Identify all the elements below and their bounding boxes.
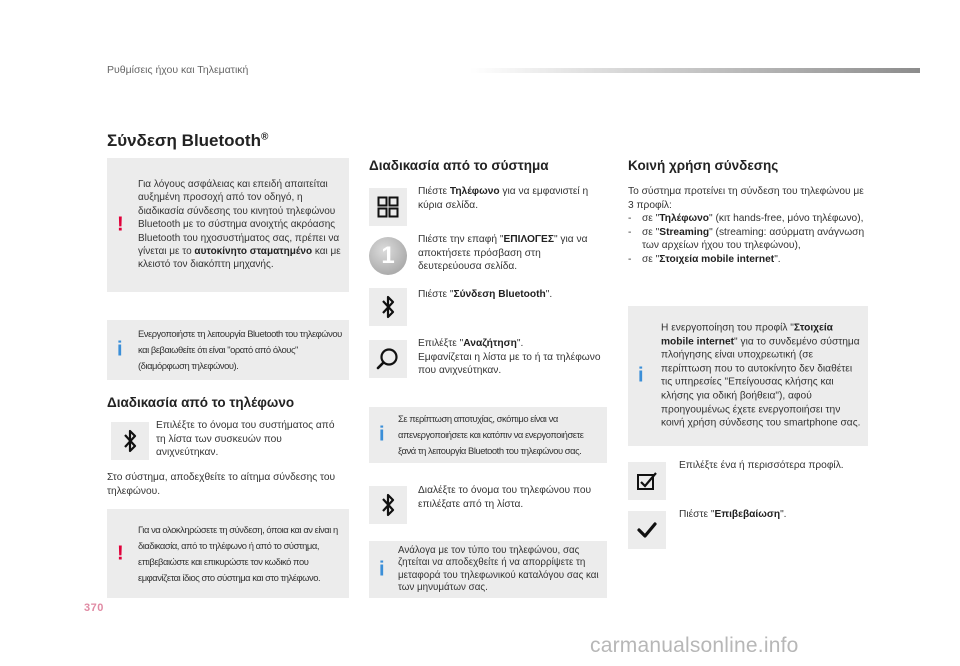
info-icon: i xyxy=(117,338,123,361)
connection-sharing-heading: Κοινή χρήση σύνδεσης xyxy=(628,158,779,173)
info-note-phonebook: i Ανάλογα με τον τύπο του τηλεφώνου, σας ζητείται να αποδεχθείτε ή να απορρίψετε τη μεταφορά του τηλεφωνικού καταλόγου σας και των μηνυμάτων σας. xyxy=(369,541,607,598)
header-rule xyxy=(470,68,920,73)
info-note-mobile-internet: i Η ενεργοποίηση του προφίλ "Στοιχεία mobile internet" για το συνδεμένο σύστημα πλοήγησης είναι υποχρεωτική (σε περίπτωση που το αυτοκίνητο δεν διαθέτει τις υπηρεσίες "Επείγουσας κλήσης και κλήσης για οδική βοήθεια"), αφού προηγουμένως έχετε ενεργοποιήσει την κοινή χρήση σύνδεσης του smartphone σας. xyxy=(628,306,868,446)
page-number: 370 xyxy=(84,602,104,614)
system-procedure-heading: Διαδικασία από το σύστημα xyxy=(369,158,549,173)
warning-note-code: ! Για να ολοκληρώσετε τη σύνδεση, όποια και αν είναι η διαδικασία, από το τηλέφωνο ή από το σύστημα, επιβεβαιώστε και επικυρώστε τον κωδικό που εμφανίζεται ίδιος στο σύστημα και στο τηλέφωνο. xyxy=(107,509,349,598)
system-step-phone: Πιέστε Τηλέφωνο για να εμφανιστεί η κύρια σελίδα. xyxy=(418,186,589,211)
list-item: - σε "Τηλέφωνο" (κιτ hands-free, μόνο τηλέφωνο), xyxy=(628,213,864,224)
checkbox-pencil-icon xyxy=(628,462,666,500)
info-icon: i xyxy=(638,364,644,387)
warning-note-safety: ! Για λόγους ασφάλειας και επειδή απαιτείται αυξημένη προσοχή από τον οδηγό, η διαδικασία σύνδεσης του κινητού τηλεφώνου Bluetooth με το σύστημα ανοιχτής ακρόασης Bluetooth του ηχοσυστήματος σας, πρέπει να γίνεται με το αυτοκίνητο σταματημένο και με κλειστό τον διακόπτη μηχανής. xyxy=(107,158,349,292)
warning-icon: ! xyxy=(117,541,124,564)
info-icon: i xyxy=(379,423,385,446)
system-step-options: Πιέστε την επαφή "ΕΠΙΛΟΓΕΣ" για να αποκτήσετε πρόσβαση στη δευτερεύουσα σελίδα. xyxy=(418,234,588,272)
profiles-intro: Το σύστημα προτείνει τη σύνδεση του τηλεφώνου με 3 προφίλ: - σε "Τηλέφωνο" (κιτ hands-free, μόνο τηλέφωνο), - σε "Streaming" (streaming: ασύρματη ανάγνωση των αρχείων ήχου του τηλεφώνου), - σε "Στοιχεία mobile internet". xyxy=(628,185,868,266)
checkmark-icon xyxy=(628,511,666,549)
system-step-search: Επιλέξτε "Αναζήτηση". Εμφανίζεται η λίστα με το ή τα τηλέφωνο που ανιχνεύτηκαν. xyxy=(418,338,601,376)
list-item: - σε "Στοιχεία mobile internet". xyxy=(628,253,781,265)
info-note-bluetooth: i Ενεργοποιήστε τη λειτουργία Bluetooth του τηλεφώνου και βεβαιωθείτε ότι είναι "ορατό από όλους" (διαμόρφωση τηλεφώνου). xyxy=(107,320,349,380)
grid-icon xyxy=(369,188,407,226)
system-step-choose-phone: Διαλέξτε το όνομα του τηλεφώνου που επιλέξατε από τη λίστα. xyxy=(418,485,592,510)
phone-accept-text: Στο σύστημα, αποδεχθείτε το αίτημα σύνδεσης του τηλεφώνου. xyxy=(107,472,336,497)
bluetooth-icon xyxy=(369,486,407,524)
search-icon xyxy=(369,340,407,378)
select-profiles-text: Επιλέξτε ένα ή περισσότερα προφίλ. xyxy=(679,460,844,471)
info-note-failure: i Σε περίπτωση αποτυχίας, σκόπιμο είναι να απενεργοποιήσετε και κατόπιν να ενεργοποιήσετε ξανά τη λειτουργία Bluetooth του τηλεφώνου σας. xyxy=(369,407,607,463)
bluetooth-icon xyxy=(369,288,407,326)
phone-step-text: Επιλέξτε το όνομα του συστήματος από τη λίστα των συσκευών που ανιχνεύτηκαν. xyxy=(156,420,335,458)
info-icon: i xyxy=(379,557,385,580)
bluetooth-icon xyxy=(111,422,149,460)
phone-procedure-heading: Διαδικασία από το τηλέφωνο xyxy=(107,395,295,410)
confirm-text: Πιέστε "Επιβεβαίωση". xyxy=(679,509,787,520)
system-step-bluetooth-connect: Πιέστε "Σύνδεση Bluetooth". xyxy=(418,289,553,300)
watermark: carmanualsonline.info xyxy=(590,634,799,657)
warning-icon: ! xyxy=(117,213,124,236)
section-header: Ρυθμίσεις ήχου και Τηλεματική xyxy=(107,64,249,76)
list-item: - σε "Streaming" (streaming: ασύρματη ανάγνωση των αρχείων ήχου του τηλεφώνου), xyxy=(628,226,865,251)
page-title: Σύνδεση Bluetooth® xyxy=(107,131,269,150)
step-number-circle: 1 xyxy=(369,237,407,275)
